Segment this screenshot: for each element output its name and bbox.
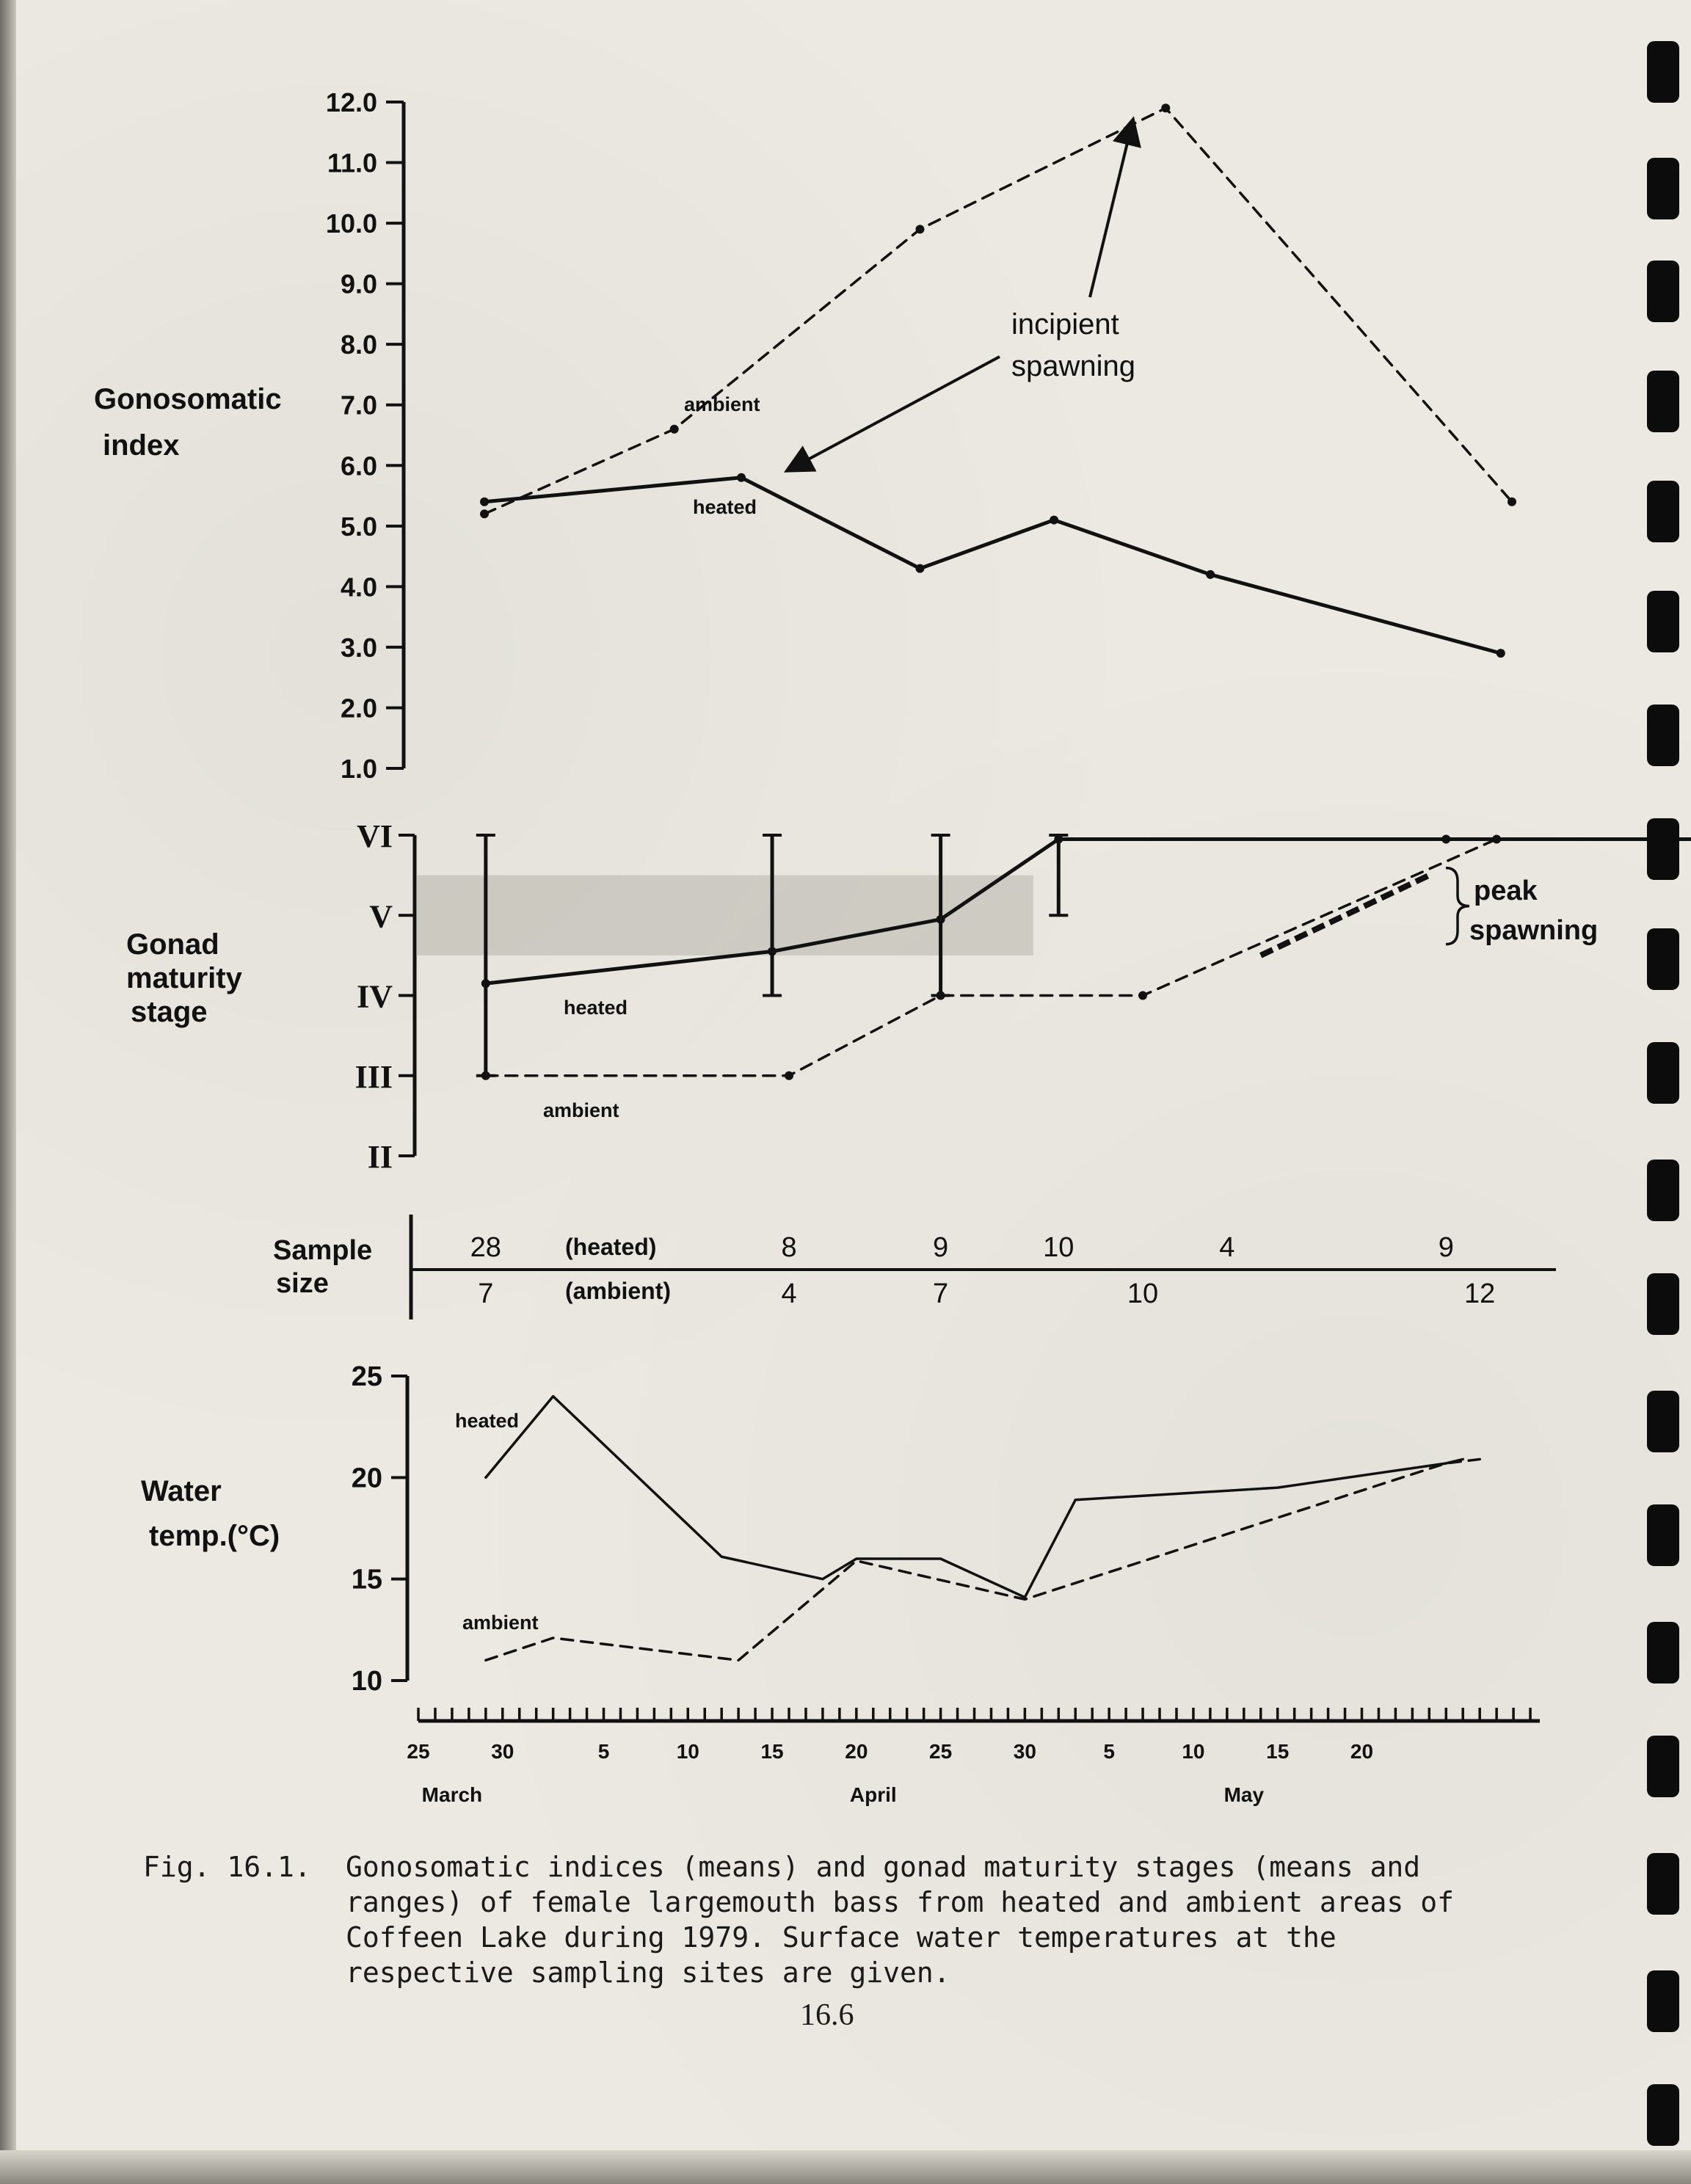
gsi-y-tick-label: 9.0 bbox=[340, 269, 377, 299]
gsi-heated-point bbox=[1050, 516, 1058, 525]
gms-heated-point bbox=[1054, 834, 1063, 843]
sample-size-heated-value: 28 bbox=[470, 1232, 501, 1263]
temp-heated-label: heated bbox=[455, 1410, 520, 1432]
gsi-y-label: Gonosomatic bbox=[94, 383, 282, 415]
gsi-heated-point bbox=[1206, 570, 1215, 579]
temp-heated-line bbox=[486, 1397, 1463, 1598]
temp-y-label: temp.(°C) bbox=[149, 1520, 280, 1552]
arrow-to-heated-peak bbox=[789, 357, 1000, 470]
gsi-y-tick-label: 11.0 bbox=[327, 148, 377, 178]
peak-spawning-brace bbox=[1446, 868, 1469, 944]
gsi-y-label: index bbox=[103, 429, 180, 462]
temp-y-label: Water bbox=[141, 1475, 222, 1507]
time-axis-tick-label: 30 bbox=[491, 1740, 514, 1763]
temp-y-tick-label: 15 bbox=[351, 1564, 382, 1595]
temp-y-tick-label: 20 bbox=[351, 1463, 382, 1494]
binder-hole bbox=[1647, 1622, 1679, 1684]
gms-ambient-label: ambient bbox=[543, 1099, 619, 1121]
incipient-spawning-label: spawning bbox=[1011, 350, 1136, 382]
gsi-heated-point bbox=[480, 498, 489, 506]
time-axis-tick-label: 5 bbox=[597, 1740, 610, 1763]
caption-label: Fig. 16.1. bbox=[143, 1851, 311, 1883]
binder-hole bbox=[1647, 1042, 1679, 1104]
gms-y-tick-label: V bbox=[369, 898, 393, 935]
gsi-y-tick-label: 12.0 bbox=[325, 87, 377, 117]
gms-heated-point bbox=[481, 979, 490, 988]
time-axis-tick-label: 30 bbox=[1013, 1740, 1036, 1763]
gsi-y-tick-label: 6.0 bbox=[340, 451, 377, 481]
binder-hole bbox=[1647, 1970, 1679, 2032]
sample-size-ambient-value: 10 bbox=[1127, 1278, 1159, 1309]
temp-y-tick-label: 10 bbox=[351, 1666, 382, 1697]
gms-ambient-point bbox=[481, 1071, 490, 1080]
gms-heated-label: heated bbox=[564, 997, 628, 1019]
binder-hole bbox=[1647, 1391, 1679, 1452]
gms-heated-point bbox=[1441, 834, 1450, 843]
gms-heated-point bbox=[768, 947, 777, 956]
temp-y-tick-label: 25 bbox=[351, 1361, 382, 1392]
binder-hole bbox=[1647, 158, 1679, 219]
sample-size-heated-value: 9 bbox=[1438, 1232, 1454, 1263]
gsi-heated-point bbox=[915, 564, 924, 573]
binder-hole bbox=[1647, 705, 1679, 766]
gsi-y-tick-label: 1.0 bbox=[340, 754, 377, 784]
time-axis-tick-label: 10 bbox=[676, 1740, 699, 1763]
gsi-ambient-point bbox=[1161, 103, 1170, 112]
gms-ambient-line bbox=[486, 839, 1497, 1075]
time-axis-month-label: May bbox=[1223, 1783, 1265, 1806]
binder-hole bbox=[1647, 1736, 1679, 1797]
gms-y-tick-label: IV bbox=[357, 978, 393, 1015]
sample-size-ambient-row-label: (ambient) bbox=[565, 1278, 671, 1304]
gsi-heated-line bbox=[484, 478, 1501, 653]
time-axis-tick-label: 25 bbox=[407, 1740, 430, 1763]
time-axis-tick-label: 15 bbox=[760, 1740, 784, 1763]
gms-y-label: maturity bbox=[126, 962, 242, 994]
gms-ambient-point bbox=[937, 991, 945, 1000]
time-axis-tick-label: 20 bbox=[845, 1740, 868, 1763]
sample-size-heated-value: 4 bbox=[1219, 1232, 1235, 1263]
arrow-to-ambient-peak bbox=[1090, 122, 1132, 297]
gsi-ambient-point bbox=[915, 225, 924, 233]
gsi-ambient-label: ambient bbox=[684, 393, 760, 415]
sample-size-heated-value: 8 bbox=[781, 1232, 797, 1263]
gsi-y-tick-label: 4.0 bbox=[340, 572, 377, 603]
binder-hole bbox=[1647, 2084, 1679, 2146]
gsi-y-tick-label: 7.0 bbox=[340, 390, 377, 421]
sample-size-ambient-value: 12 bbox=[1464, 1278, 1496, 1309]
gms-y-tick-label: III bbox=[354, 1058, 393, 1095]
sample-size-label: Sample bbox=[273, 1235, 373, 1266]
gsi-heated-label: heated bbox=[693, 496, 757, 518]
time-axis-month-label: April bbox=[849, 1783, 897, 1806]
binder-hole bbox=[1647, 371, 1679, 432]
sample-size-ambient-value: 7 bbox=[478, 1278, 494, 1309]
sample-size-heated-row-label: (heated) bbox=[565, 1234, 657, 1260]
gsi-ambient-point bbox=[480, 509, 489, 518]
gsi-ambient-line bbox=[484, 108, 1512, 514]
time-axis-tick-label: 20 bbox=[1350, 1740, 1374, 1763]
binder-hole bbox=[1647, 1853, 1679, 1915]
sample-size-label: size bbox=[276, 1268, 329, 1299]
gsi-heated-point bbox=[1497, 649, 1505, 658]
time-axis-month-label: March bbox=[421, 1783, 483, 1806]
sample-size-heated-value: 9 bbox=[933, 1232, 949, 1263]
gsi-ambient-point bbox=[1508, 498, 1516, 506]
binder-hole bbox=[1647, 261, 1679, 322]
gsi-y-tick-label: 5.0 bbox=[340, 511, 377, 542]
sample-size-ambient-value: 7 bbox=[933, 1278, 949, 1309]
time-axis-tick-label: 25 bbox=[929, 1740, 953, 1763]
page-number: 16.6 bbox=[800, 1998, 854, 2032]
binder-hole bbox=[1647, 928, 1679, 990]
gsi-y-tick-label: 10.0 bbox=[325, 208, 377, 239]
binder-hole bbox=[1647, 1273, 1679, 1335]
temp-ambient-label: ambient bbox=[462, 1612, 539, 1634]
peak-spawning-label: spawning bbox=[1469, 915, 1599, 946]
gms-heated-point bbox=[937, 915, 945, 924]
gsi-y-tick-label: 2.0 bbox=[340, 693, 377, 724]
binder-hole bbox=[1647, 481, 1679, 542]
time-axis-tick-label: 15 bbox=[1266, 1740, 1290, 1763]
gms-y-tick-label: VI bbox=[357, 818, 393, 854]
gms-y-tick-label: II bbox=[367, 1139, 393, 1175]
time-axis-tick-label: 5 bbox=[1103, 1740, 1115, 1763]
gsi-y-tick-label: 8.0 bbox=[340, 330, 377, 360]
gms-ambient-bold-segment bbox=[1261, 876, 1430, 956]
caption-text: Gonosomatic indices (means) and gonad maturity stages (means and ranges) of female largemouth bass from heated and ambient areas of Coffeen Lake during 1979. Surface water temperatures at the respective sampling sites are given. bbox=[346, 1851, 1454, 1989]
gsi-ambient-point bbox=[670, 425, 679, 434]
gsi-heated-point bbox=[737, 473, 746, 482]
gms-ambient-point bbox=[785, 1071, 793, 1080]
binder-hole bbox=[1647, 591, 1679, 652]
gms-ambient-point bbox=[1138, 991, 1147, 1000]
binder-hole bbox=[1647, 818, 1679, 880]
scan-bottom-edge bbox=[0, 2150, 1691, 2184]
incipient-spawning-label: incipient bbox=[1011, 308, 1119, 341]
temp-ambient-line bbox=[486, 1459, 1480, 1660]
gsi-y-tick-label: 3.0 bbox=[340, 632, 377, 663]
peak-spawning-label: peak bbox=[1474, 876, 1538, 906]
binder-hole bbox=[1647, 41, 1679, 103]
gms-y-label: Gonad bbox=[126, 928, 219, 961]
sample-size-ambient-value: 4 bbox=[781, 1278, 797, 1309]
sample-size-heated-value: 10 bbox=[1043, 1232, 1074, 1263]
binder-hole bbox=[1647, 1504, 1679, 1566]
gms-y-label: stage bbox=[131, 996, 208, 1028]
time-axis-tick-label: 10 bbox=[1182, 1740, 1205, 1763]
binder-hole bbox=[1647, 1160, 1679, 1221]
